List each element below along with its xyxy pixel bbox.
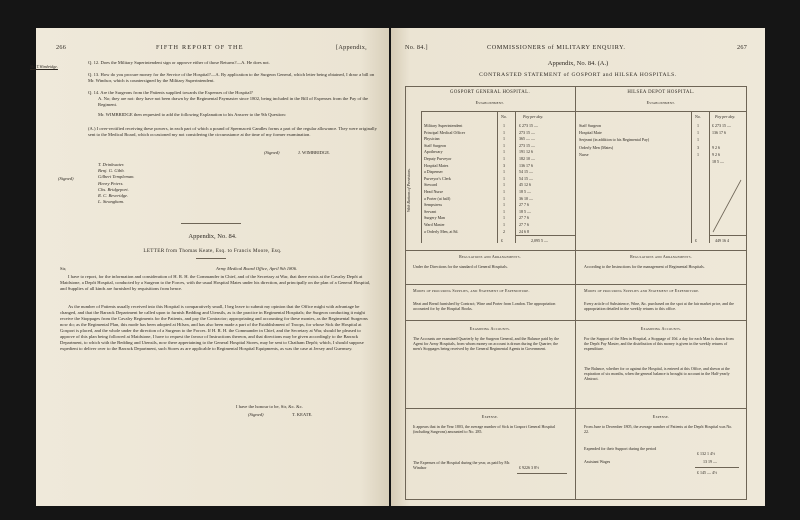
- gosport-title: GOSPORT GENERAL HOSPITAL.: [449, 90, 531, 95]
- gosport-row-count: 1: [503, 129, 505, 135]
- running-head: COMMISSIONERS of MILITARY ENQUIRY.: [487, 44, 626, 51]
- gosport-row-count: 1: [503, 202, 505, 208]
- signed-label: (Signed): [264, 150, 280, 155]
- gosport-row-name: Military Superintendent: [424, 123, 463, 128]
- gosport-row-name: Steward: [424, 182, 438, 188]
- table-header-rule: [576, 111, 746, 112]
- gosport-row-name: Principal Medical Officer: [424, 129, 466, 135]
- letter-title: LETTER from Thomas Keate, Esq. to Francis Moore, Esq.: [143, 248, 282, 254]
- answer-14: A. No; they are not: they have not been drawn by the Regimental Paymaster since 1802, being included in the Bill of Expenses from the Pay of the Regiment.: [98, 96, 369, 107]
- hilsea-expense-title: Expense.: [652, 414, 670, 419]
- gosport-row-count: 1: [503, 208, 505, 214]
- gosport-row-count: 1: [503, 142, 505, 148]
- hilsea-subtitle: Establishment.: [646, 100, 676, 105]
- closing-signed-label: (Signed): [248, 412, 264, 417]
- gosport-row-count: 1: [503, 156, 505, 161]
- gosport-row-count: 1: [503, 149, 505, 155]
- signatory: Henry Peters.: [98, 180, 124, 186]
- side-label: With Rations of Provisions.: [406, 168, 411, 212]
- gosport-subtitle: Establishment.: [475, 100, 505, 105]
- hilsea-row-name: Staff Surgeon: [579, 123, 601, 128]
- hilsea-title: HILSEA DEPOT HOSPITAL.: [627, 90, 695, 95]
- gosport-row-pay: 54 15 —: [519, 169, 533, 175]
- hilsea-row-name: Orderly Men (Mates): [579, 144, 614, 150]
- closing: I have the honour to be, Sir, &c. &c.: [236, 404, 303, 409]
- gosport-exam-title: Examining Accounts.: [469, 326, 511, 331]
- gosport-row-pay: 27 7 6: [519, 215, 529, 221]
- gosport-row-pay: 54 15 —: [519, 175, 533, 181]
- gosport-supply-text: Meat and Bread furnished by Contract; Wine and Porter from London. The appropriation accounted for by the Hospital Books.: [413, 301, 556, 312]
- gosport-row-name: Hospital Mates: [424, 162, 449, 168]
- gosport-row-pay: 136 17 6: [519, 162, 533, 168]
- gosport-row-pay: 18 5 —: [519, 189, 531, 194]
- dateline: Army Medical Board Office, April 9th 1806.: [216, 266, 298, 271]
- gosport-row-count: 1: [503, 175, 505, 181]
- hilsea-exam-title: Examining Accounts.: [640, 326, 682, 331]
- hilsea-row-count: 1: [697, 123, 699, 128]
- hilsea-blank-diagonal: [709, 178, 745, 234]
- hilsea-total-label: £: [695, 238, 697, 243]
- page-label: No. 84.]: [405, 44, 428, 51]
- gosport-row-name: Deputy Purveyor: [424, 156, 452, 161]
- total-rule: [517, 473, 567, 474]
- signatories-label: (Signed): [58, 176, 74, 181]
- salutation: Sir,: [60, 266, 67, 271]
- col-header-pay: Pay per day.: [715, 114, 736, 119]
- gosport-row-pay: 273 15 —: [519, 142, 535, 148]
- wimbridge-note: Mr. WIMBRIDGE then requested to add the following Explanation to his Answer to the 9th Question:: [98, 112, 286, 117]
- col-rule: [691, 111, 692, 243]
- margin-note: Mr. T.Wimbridge.: [30, 64, 58, 69]
- total-rule: [695, 467, 739, 468]
- gosport-row-name: a Porter (at half): [424, 195, 451, 201]
- col-header-no: No.: [695, 114, 701, 119]
- gosport-total-label: £: [501, 238, 503, 243]
- gosport-row-count: 1: [503, 215, 505, 221]
- section-divider: [405, 284, 747, 285]
- side-rule: [421, 111, 422, 243]
- signatory: R. C. Beveridge.: [98, 193, 129, 199]
- hilsea-reg-text: According to the Instructions for the management of Regimental Hospitals.: [584, 264, 705, 269]
- signatories-list: [98, 162, 135, 205]
- signatory: Benj. G. Gibb.: [98, 168, 125, 174]
- gosport-row-count: 1: [503, 182, 505, 188]
- hilsea-exam-text-2: The Balance, whether for or against the Hospital, is entered at this Office, and shewn at the expiration of six months, when the general balance is brought to account in the Half-yearly Abstract.: [584, 366, 730, 382]
- gosport-row-pay: 27 7 6: [519, 202, 529, 208]
- signatory: T. Drinkwater.: [98, 162, 125, 167]
- running-head-right: [Appendix,: [336, 44, 368, 51]
- gosport-row-pay: 27 7 6: [519, 222, 529, 227]
- signed-name: J. WIMBRIDGE.: [298, 150, 331, 155]
- col-header-pay: Pay per day.: [523, 114, 544, 119]
- hilsea-row-pay: £ 273 15 —: [712, 123, 731, 128]
- total-rule: [515, 235, 575, 236]
- section-divider: [405, 320, 747, 321]
- gosport-expense-total-text: The Expenses of the Hospital during the year, as paid by Mr. Windsor: [413, 460, 511, 471]
- col-rule: [497, 111, 498, 243]
- hilsea-row-count: 1: [697, 130, 699, 136]
- gosport-row-count: 1: [503, 123, 505, 128]
- hilsea-row-count: 1: [697, 137, 699, 143]
- appendix-title: Appendix, No. 84. (A.): [547, 60, 609, 67]
- hilsea-expense-total: £ 145 — 4½: [697, 470, 717, 475]
- signatory: Gilbert Templeman.: [98, 174, 135, 180]
- gosport-supply-title: Modes of procuring Supplies, and Statement of Expenditure.: [413, 288, 530, 293]
- divider: [196, 258, 226, 259]
- hilsea-expense-line-2: Assistant Wages: [584, 459, 611, 464]
- hilsea-row-pay: 18 5 —: [712, 159, 724, 164]
- gosport-total: 2,095 5 —: [531, 238, 548, 243]
- hilsea-row-pay: 9 2 6: [712, 151, 720, 157]
- gosport-expense-total: £ 9226 3 8½: [519, 465, 539, 470]
- hilsea-supply-text: Every article of Subsistence, Wine, &c. purchased on the spot at the fair market price, and the appropriation detailed in the weekly returns to this office.: [584, 301, 734, 312]
- letter-paragraph: I have to report, for the information and consideration of H. R. H. the Commander in Chief, and of the Secretary at War, that there exists at the Cavalry Depôt at Maidstone, a Depôt Hospital, conducted by a Surgeon to the Forces, with the usual Hospital Mates under his direction, and principally on the plan of a General Hospital, and Supplies of all kinds are furnished by requisitions from hence.: [60, 274, 371, 291]
- gosport-expense-title: Expense.: [481, 414, 499, 419]
- section-divider: [405, 250, 747, 251]
- gosport-row-pay: 36 10 —: [519, 195, 533, 201]
- gosport-row-count: 1: [503, 189, 505, 194]
- column-divider: [575, 86, 576, 500]
- divider: [181, 223, 241, 224]
- gosport-row-count: 3: [503, 162, 505, 168]
- gosport-reg-title: Regulations and Arrangements.: [459, 254, 521, 259]
- gosport-row-count: 1: [503, 222, 505, 227]
- gosport-reg-text: Under the Directions for the standard of General Hospitals.: [413, 264, 508, 269]
- hilsea-reg-title: Regulations and Arrangements.: [630, 254, 692, 259]
- page-number: 266: [56, 44, 67, 51]
- gosport-row-count: 1: [503, 195, 505, 201]
- gosport-row-count: 2: [503, 228, 505, 234]
- gosport-row-name: a Dispenser: [424, 169, 443, 175]
- gosport-row-name: Head Nurse: [424, 189, 443, 194]
- appendix-title: Appendix, No. 84.: [188, 233, 237, 240]
- signatory: Chs. Bridgeport.: [98, 186, 129, 192]
- question-12: Q. 12. Does the Military Superintendent sign or approve either of those Returns?—A. He does not.: [88, 60, 270, 65]
- hilsea-row-name: Nurse: [579, 151, 589, 157]
- gosport-row-name: Physician: [424, 136, 440, 142]
- gosport-row-pay: £ 273 15 —: [519, 123, 538, 128]
- table-header-rule: [421, 111, 575, 112]
- hilsea-expense-line-1: Expended for their Support during the period: [584, 446, 657, 451]
- gosport-row-name: a Orderly Men, at 8d.: [424, 228, 459, 234]
- gosport-row-pay: 45 12 6: [519, 182, 531, 188]
- gosport-row-name: Apothecary: [424, 149, 443, 155]
- hilsea-expense-line-1-value: £ 132 1 4½: [697, 451, 715, 456]
- gosport-row-pay: 365 — —: [519, 136, 535, 142]
- gosport-row-name: Staff Surgeon: [424, 142, 446, 148]
- page-number: 267: [737, 44, 748, 51]
- gosport-exam-text: The Accounts are examined Quarterly by the Surgeon General, and the Balance paid by the Agent for Army Hospitals, from whom money on account is drawn during the Quarter; the men's Stoppages being received by the General Regimental Agents in Government.: [413, 336, 559, 352]
- gosport-row-name: Ward Master: [424, 222, 445, 227]
- main-title: CONTRASTED STATEMENT of GOSPORT and HILSEA HOSPITALS.: [479, 72, 677, 78]
- gosport-row-pay: 191 12 6: [519, 149, 533, 155]
- gosport-row-pay: 24 6 8: [519, 228, 529, 234]
- hilsea-row-name: Hospital Mate: [579, 130, 602, 136]
- gosport-row-count: 1: [503, 136, 505, 142]
- gosport-row-name: Purveyor's Clerk: [424, 175, 451, 181]
- gosport-row-name: Surgery Man: [424, 215, 445, 221]
- running-head: FIFTH REPORT OF THE: [156, 44, 244, 51]
- hilsea-row-name: Serjeant (in addition to his Regimental Pay): [579, 137, 650, 143]
- gosport-row-pay: 18 5 —: [519, 208, 531, 214]
- explanation: (A.) I over-rectified receiving these powers, in each part of which a pound of Spermaceti Candles forms a part of the regular allowance. They were originally sent to the Medical Board, which occasioned my not considering the circumstance at the time of my former examination.: [88, 126, 377, 137]
- total-rule: [709, 235, 746, 236]
- question-14: Q. 14. Are the Surgeons from the Patients supplied towards the Expenses of the Hospital?: [88, 90, 253, 95]
- section-divider: [405, 408, 747, 409]
- gosport-row-pay: 182 10 —: [519, 156, 535, 161]
- col-header-no: No.: [501, 114, 507, 119]
- hilsea-total: 449 16 4: [715, 238, 729, 243]
- gosport-row-name: Servant: [424, 208, 437, 214]
- closing-name: T. KEATE.: [292, 412, 313, 417]
- hilsea-expense-text: From June to December 1805, the average number of Patients at the Depôt Hospital was No. 22.: [584, 424, 733, 435]
- hilsea-row-pay: 9 2 6: [712, 144, 720, 150]
- right-page: [391, 28, 765, 506]
- gosport-row-pay: 273 15 —: [519, 129, 535, 135]
- hilsea-row-count: 3: [697, 144, 699, 150]
- hilsea-exam-text: For the Support of the Men in Hospital, a Stoppage of 10d. a day for each Man is drawn from the Depôt Pay Master, and the distribution of this money is given in the weekly returns of expenditure.: [584, 336, 734, 352]
- question-13: Q. 13. How do you procure money for the Service of the Hospital?—A. By application to the Surgeon General, which letter being obtained, I draw a bill on Mr. Windsor, which is countersigned by the Military Superintendent.: [88, 72, 375, 83]
- hilsea-row-pay: 136 17 6: [712, 130, 726, 136]
- hilsea-expense-line-2-value: 13 19 —: [703, 459, 717, 464]
- letter-paragraph: As the number of Patients usually received into this Hospital is comparatively small, I beg leave to submit my opinion that the Office might with advantage be changed, and that the Barrack Department be called upon to furnish Bedding and Utensils, as is the practice in Regimental Hospitals; the Surgeon conducting it might receive the Stoppages from the Cavalry Regiments for the Patients, and pay the Contractor; appropriating and accounting for these monies, as the Regimental Surgeons now do; as the Regimental Plan, this mode has been adopted at Hilsea, and has also been made a part of the Establishment of Troops, for whose Sick the Hospital at Gosport is placed, and the whole under the direction of a Surgeon to the Forces. If H. R. H. the Commander in Chief, and the Secretary at War, should be pleased to approve of this plan being followed at Maidstone, I have to request the favour of Instructions thereon, and that directions may be given accordingly to the Barrack Department, to which with the Bedding and Utensils, now there appertaining to the General Hospital Stores, may be sent to Chatham Depôt; which, I should suppose expedient to deliver over to the Barrack Department, such Stores as are applicable to Regimental Hospital Equipments, as was the case at Jersey and Guernsey.: [60, 304, 368, 351]
- hilsea-supply-title: Modes of procuring Supplies and Statement of Expenditure.: [584, 288, 700, 293]
- left-page: [30, 28, 389, 506]
- col-rule: [515, 111, 516, 243]
- signatory: L. Strangham.: [98, 199, 125, 205]
- gosport-row-name: Sempstress: [424, 202, 442, 208]
- hilsea-row-count: 1: [697, 151, 699, 157]
- gosport-row-count: 1: [503, 169, 505, 175]
- gosport-expense-text: It appears that in the Year 1803, the average number of Sick in Gosport General Hospital (including Surgeons) amounted to No. 285.: [413, 424, 556, 435]
